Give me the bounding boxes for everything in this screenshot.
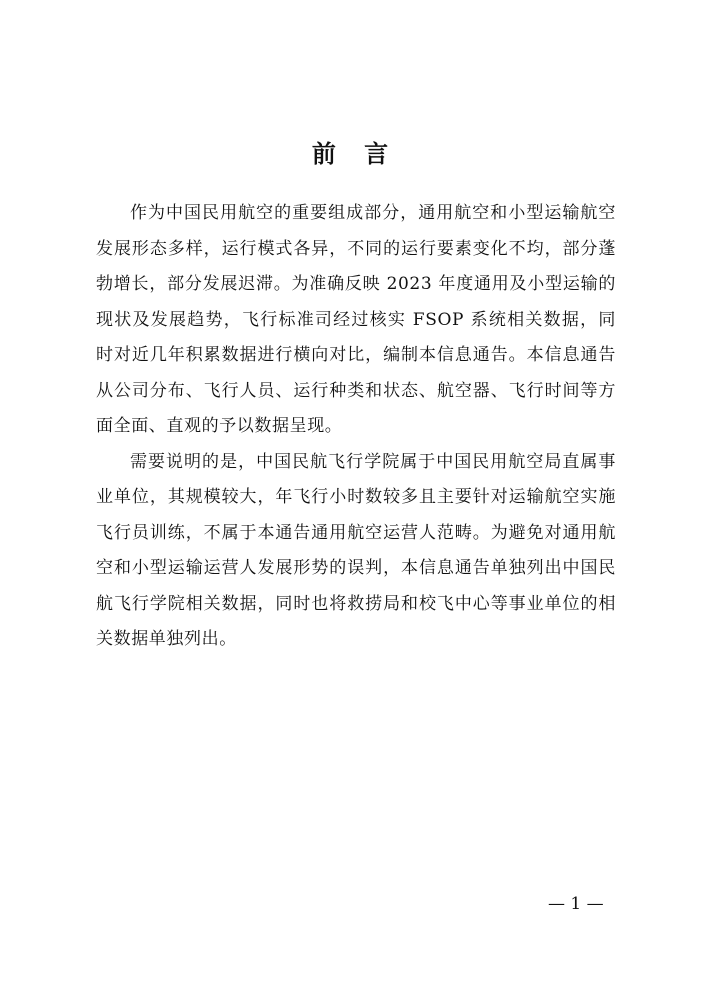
page-title: 前 言 — [311, 140, 399, 168]
paragraph-2: 需要说明的是，中国民航飞行学院属于中国民用航空局直属事业单位，其规模较大，年飞行小时数较多且主要针对运输航空实施飞行员训练，不属于本通告通用航空运营人范畴。为避免对通用航空和小型运输运营人发展形势的误判，本信息通告单独列出中国民航飞行学院相关数据，同时也将救捞局和校飞中心等事业单位的相关数据单独列出。 — [96, 451, 616, 649]
paragraph-1: 作为中国民用航空的重要组成部分，通用航空和小型运输航空发展形态多样，运行模式各异，不同的运行要素变化不均，部分蓬勃增长，部分发展迟滞。为准确反映 2023 年度通用及小型运输的现状及发展趋势，飞行标准司经过核实 FSOP 系统相关数据，同时对近几年积累数据进行横向对比，编制本信息通告。本信息通告从公司分布、飞行人员、运行种类和状态、航空器、飞行时间等方面全面、直观的予以数据呈现。 — [96, 203, 616, 436]
body-text — [96, 196, 616, 658]
page-number: — 1 — — [548, 894, 604, 914]
